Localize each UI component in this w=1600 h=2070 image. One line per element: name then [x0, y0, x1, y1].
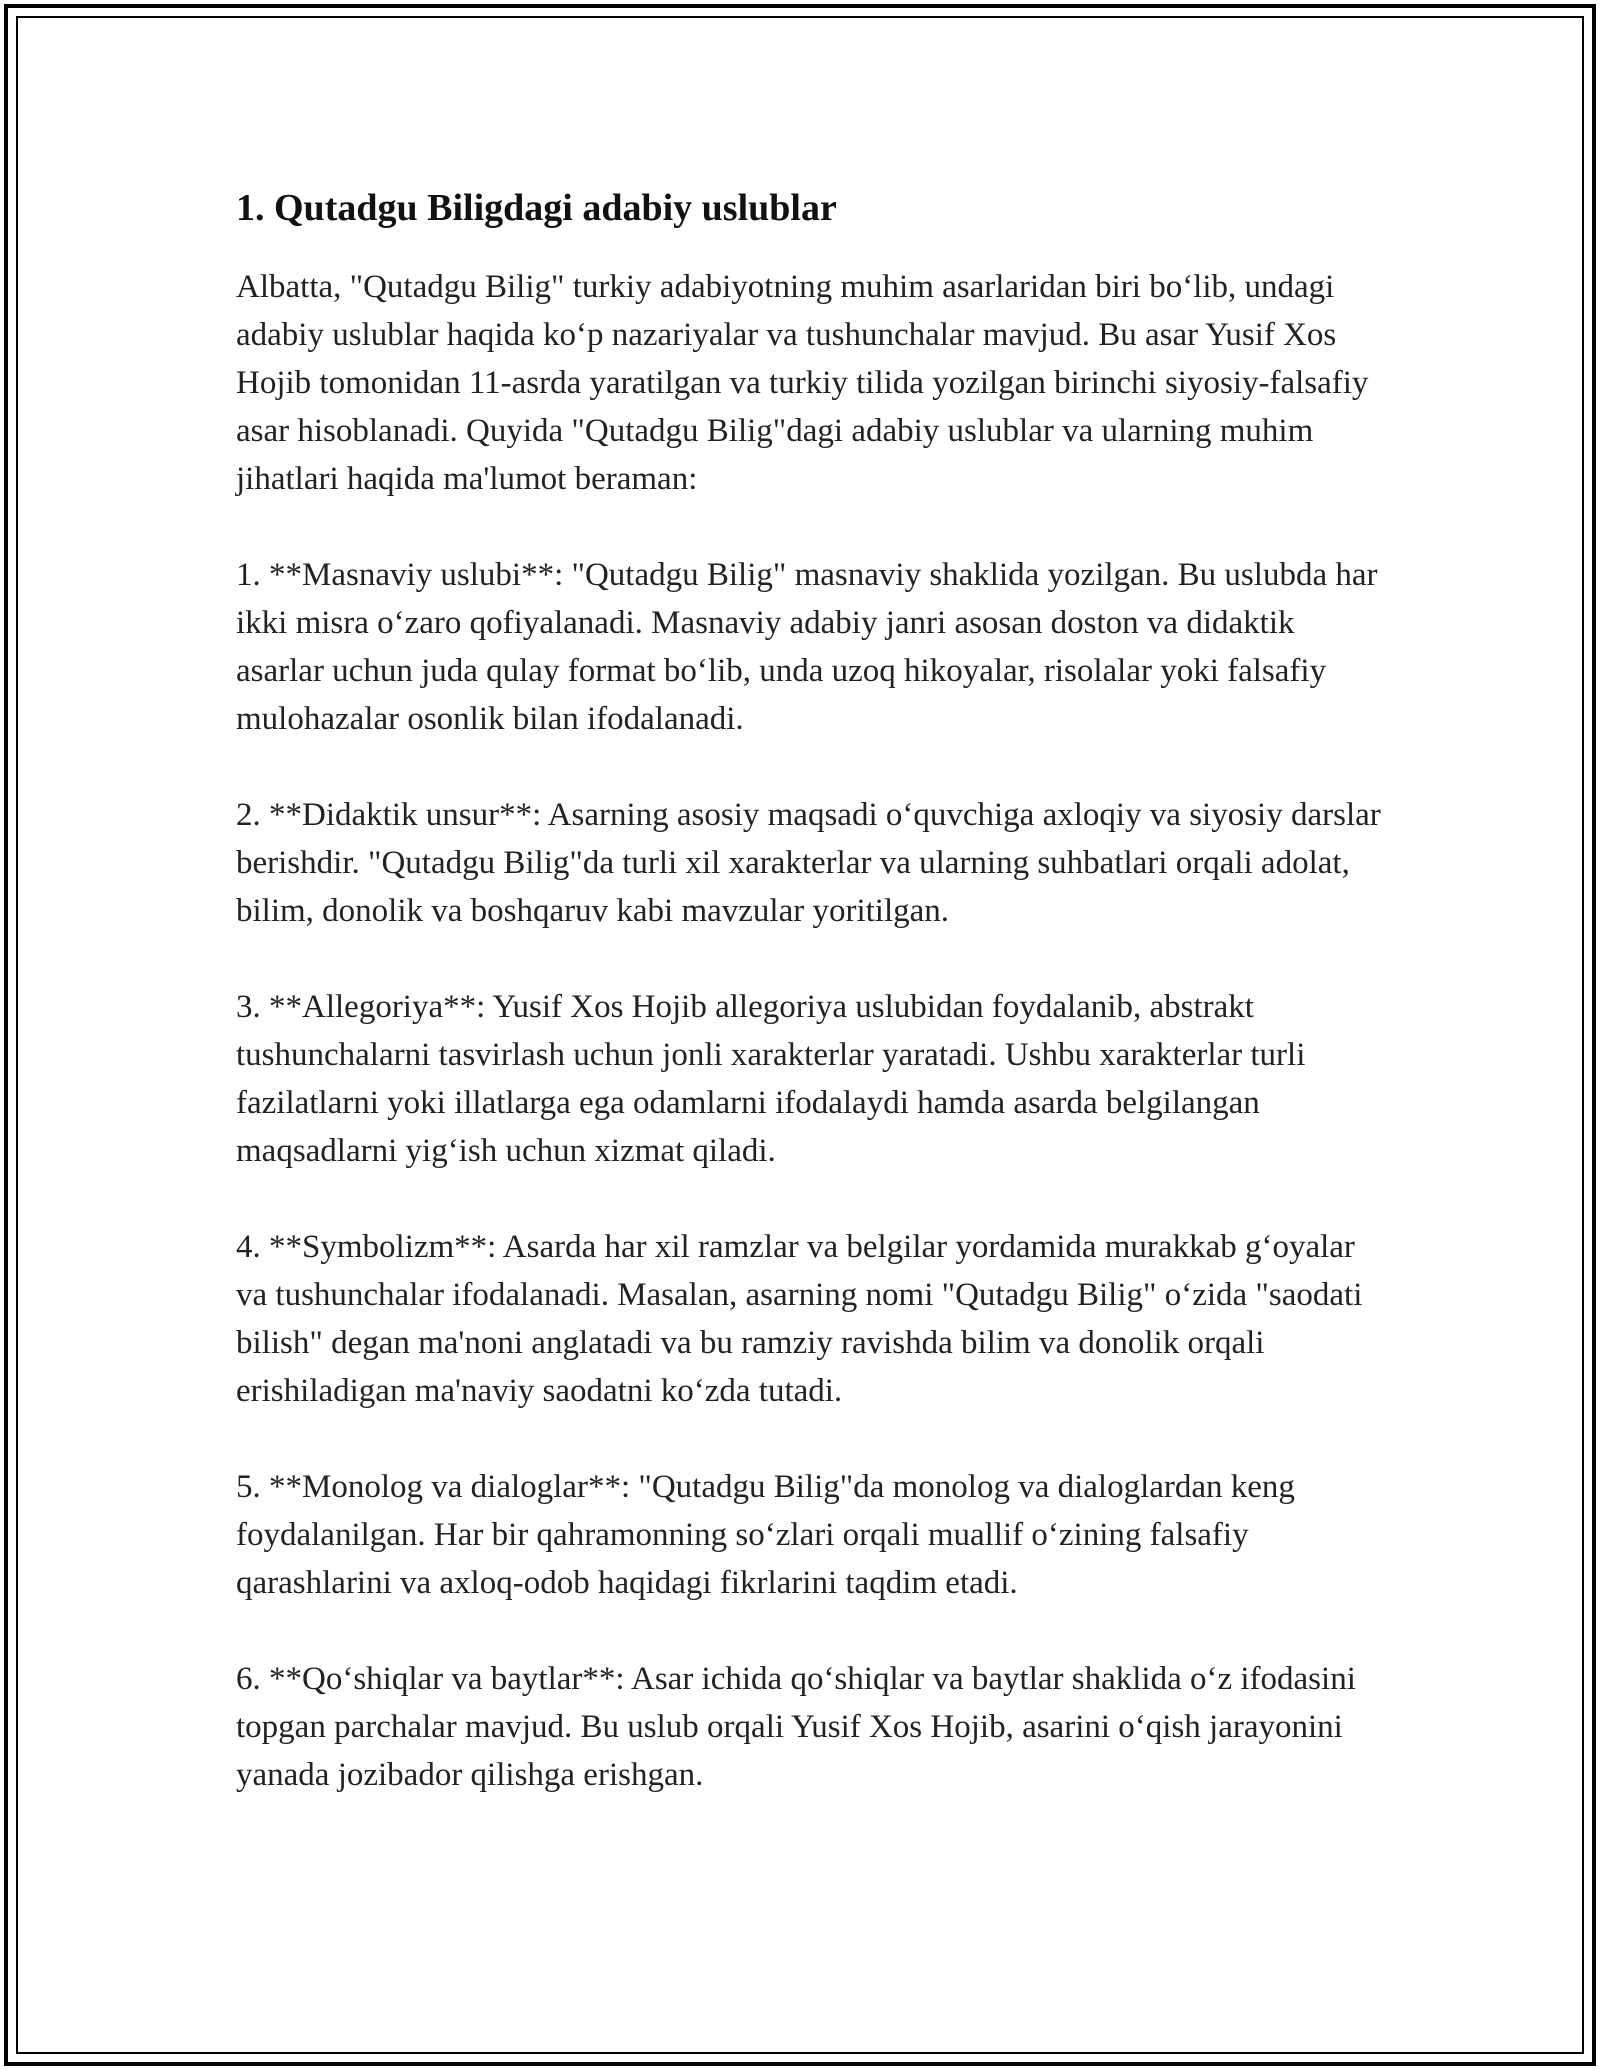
paragraph-symbolizm: 4. **Symbolizm**: Asarda har xil ramzlar va belgilar yordamida murakkab g‘oyalar va tushunchalar ifodalanadi. Masalan, asarning nomi "Qutadgu Bilig" o‘zida "saodati bilish" degan ma'noni anglatadi va bu ramziy ravishda bilim va donolik orqali erishiladigan ma'naviy saodatni ko‘zda tutadi. [236, 1229, 1363, 1410]
paragraph-masnaviy: 1. **Masnaviy uslubi**: "Qutadgu Bilig" masnaviy shaklida yozilgan. Bu uslubda har ikki misra o‘zaro qofiyalanadi. Masnaviy adabiy janri asosan doston va didaktik asarlar uchun juda qulay format bo‘lib, unda uzoq hikoyalar, risolalar yoki falsafiy mulohazalar osonlik bilan ifodalanadi. [236, 557, 1378, 738]
document-body [236, 184, 1386, 1847]
paragraph-monolog: 5. **Monolog va dialoglar**: "Qutadgu Bilig"da monolog va dialoglardan keng foydalanilgan. Har bir qahramonning so‘zlari orqali muallif o‘zining falsafiy qarashlarini va axloq-odob haqidagi fikrlarini taqdim etadi. [236, 1469, 1295, 1602]
paragraph-qoshiqlar: 6. **Qo‘shiqlar va baytlar**: Asar ichida qo‘shiqlar va baytlar shaklida o‘z ifodasini topgan parchalar mavjud. Bu uslub orqali Yusif Xos Hojib, asarini o‘qish jarayonini yanada jozibador qilishga erishgan. [236, 1661, 1356, 1794]
intro-paragraph: Albatta, "Qutadgu Bilig" turkiy adabiyotning muhim asarlaridan biri bo‘lib, undagi adabiy uslublar haqida ko‘p nazariyalar va tushunchalar mavjud. Bu asar Yusif Xos Hojib tomonidan 11-asrda yaratilgan va turkiy tilida yozilgan birinchi siyosiy-falsafiy asar hisoblanadi. Quyida "Qutadgu Bilig"dagi adabiy uslublar va ularning muhim jihatlari haqida ma'lumot beraman: [236, 269, 1369, 498]
paragraph-allegoriya: 3. **Allegoriya**: Yusif Xos Hojib allegoriya uslubidan foydalanib, abstrakt tushunchalarni tasvirlash uchun jonli xarakterlar yaratadi. Ushbu xarakterlar turli fazilatlarni yoki illatlarga ega odamlarni ifodalaydi hamda asarda belgilangan maqsadlarni yig‘ish uchun xizmat qiladi. [236, 989, 1306, 1170]
paragraph-didaktik: 2. **Didaktik unsur**: Asarning asosiy maqsadi o‘quvchiga axloqiy va siyosiy darslar berishdir. "Qutadgu Bilig"da turli xil xarakterlar va ularning suhbatlari orqali adolat, bilim, donolik va boshqaruv kabi mavzular yoritilgan. [236, 797, 1381, 930]
document-title: 1. Qutadgu Biligdagi adabiy uslublar [236, 187, 837, 229]
